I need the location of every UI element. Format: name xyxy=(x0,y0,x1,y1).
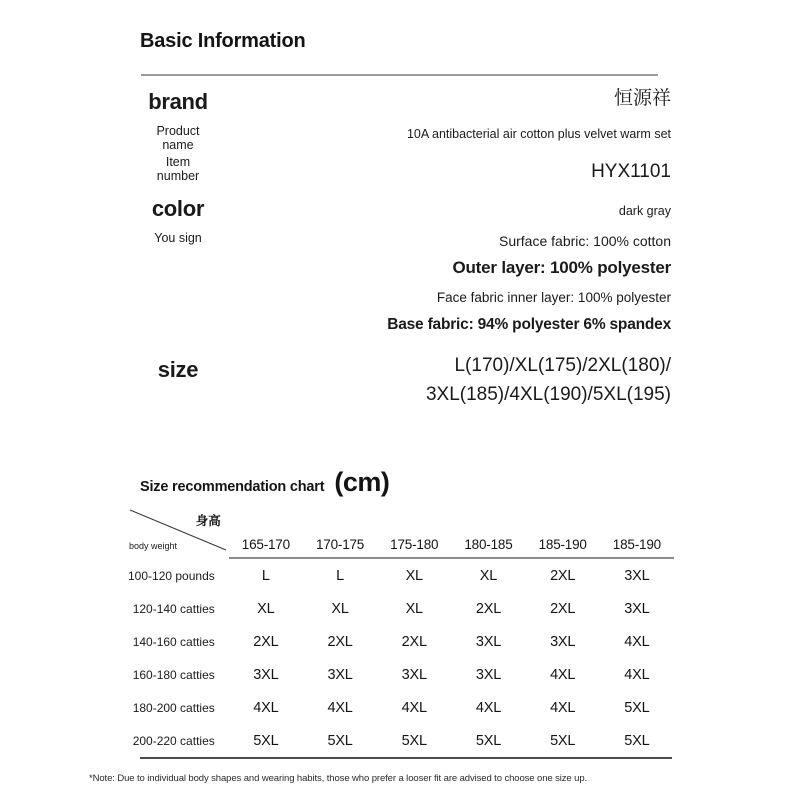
product-name-value: 10A antibacterial air cotton plus velvet warm set xyxy=(406,127,671,141)
table-cell: 4XL xyxy=(550,699,576,716)
table-cell: XL xyxy=(257,600,275,617)
fabric-outer-value: Outer layer: 100% polyester xyxy=(452,258,671,277)
table-bottom-divider xyxy=(140,757,672,759)
size-label: size xyxy=(157,357,199,382)
table-row xyxy=(128,592,674,625)
column-header: 170-175 xyxy=(315,537,365,552)
info-row-fabric-base xyxy=(128,314,673,350)
product-name-label-line1: Product xyxy=(156,124,200,138)
table-cell: 5XL xyxy=(327,732,353,749)
product-name-label-line2: name xyxy=(162,137,194,152)
table-cell: 2XL xyxy=(253,633,279,650)
color-value: dark gray xyxy=(618,204,671,218)
color-label: color xyxy=(151,196,205,221)
table-cell: XL xyxy=(405,600,423,617)
row-label: 120-140 catties xyxy=(132,601,215,616)
table-cell: 4XL xyxy=(624,633,650,650)
info-row-fabric-inner xyxy=(128,286,673,314)
table-row xyxy=(128,625,674,658)
table-cell: 2XL xyxy=(550,600,576,617)
brand-label: brand xyxy=(148,89,208,114)
table-cell: 3XL xyxy=(624,600,650,617)
column-header: 165-170 xyxy=(241,537,290,552)
table-cell: 4XL xyxy=(475,699,502,716)
table-cell: 5XL xyxy=(401,732,427,749)
table-cell: 4XL xyxy=(327,699,353,716)
size-value-line2: 3XL(185)/4XL(190)/5XL(195) xyxy=(425,383,671,405)
table-cell: 3XL xyxy=(550,633,576,650)
column-header: 180-185 xyxy=(464,537,513,552)
table-cell: XL xyxy=(479,567,498,584)
size-value-line1: L(170)/XL(175)/2XL(180)/ xyxy=(454,355,671,376)
info-row-product-name xyxy=(128,122,673,155)
table-cell: 5XL xyxy=(475,732,502,749)
table-cell: 3XL xyxy=(475,633,502,650)
table-cell: 4XL xyxy=(624,666,650,683)
table-cell: 2XL xyxy=(401,633,427,650)
info-row-color xyxy=(128,195,673,228)
row-label: 100-120 pounds xyxy=(128,568,215,583)
fabric-inner-value: Face fabric inner layer: 100% polyester xyxy=(436,290,671,305)
size-table-body xyxy=(128,559,674,757)
product-name-label xyxy=(128,122,228,152)
table-cell: 4XL xyxy=(253,699,279,716)
table-cell: 2XL xyxy=(327,633,353,650)
table-cell: 5XL xyxy=(253,732,279,749)
table-cell: XL xyxy=(405,567,423,584)
you-sign-label: You sign xyxy=(154,231,202,245)
info-row-item-number xyxy=(128,155,673,195)
table-cell: 4XL xyxy=(401,699,427,716)
table-corner-cell xyxy=(128,508,229,557)
table-cell: 3XL xyxy=(253,666,279,683)
row-label: 160-180 catties xyxy=(132,667,215,682)
item-number-label-line2: number xyxy=(156,168,200,183)
column-header: 185-190 xyxy=(612,537,661,552)
column-header: 185-190 xyxy=(538,537,587,552)
page-title: Basic Information xyxy=(140,30,306,52)
info-row-size xyxy=(128,350,673,410)
table-cell: 3XL xyxy=(624,567,650,584)
table-cell: XL xyxy=(331,600,349,617)
table-row xyxy=(128,691,674,724)
table-cell: L xyxy=(336,567,344,584)
row-label: 180-200 catties xyxy=(132,700,215,715)
size-chart-caption-text: Size recommendation chart xyxy=(140,479,325,495)
table-cell: 3XL xyxy=(401,666,427,683)
row-label: 140-160 catties xyxy=(132,634,215,649)
table-cell: L xyxy=(261,567,270,584)
info-row-fabric-surface xyxy=(128,228,673,256)
table-cell: 4XL xyxy=(550,666,576,683)
size-table-head xyxy=(128,508,674,559)
size-chart-unit: (cm) xyxy=(334,467,390,497)
fabric-surface-value: Surface fabric: 100% cotton xyxy=(499,233,671,249)
title-divider xyxy=(141,74,658,76)
table-row xyxy=(128,658,674,691)
table-cell: 2XL xyxy=(475,600,502,617)
weight-axis-label: body weight xyxy=(129,541,178,551)
info-row-fabric-outer xyxy=(128,256,673,286)
table-cell: 3XL xyxy=(327,666,353,683)
size-recommendation-table xyxy=(128,508,674,757)
size-chart-caption xyxy=(140,467,389,498)
fabric-base-value: Base fabric: 94% polyester 6% spandex xyxy=(387,316,671,333)
footnote: *Note: Due to individual body shapes and wearing habits, those who prefer a looser fit are advised to choose one size up. xyxy=(89,773,588,784)
item-number-label-line1: Item xyxy=(165,155,191,169)
table-row xyxy=(128,559,674,592)
table-cell: 5XL xyxy=(624,732,650,749)
height-axis-label: 身高 xyxy=(195,514,221,528)
size-table-header-row xyxy=(128,508,674,557)
item-number-value: HYX1101 xyxy=(591,161,671,182)
item-number-label xyxy=(128,155,228,183)
table-cell: 5XL xyxy=(550,732,576,749)
basic-information-list xyxy=(128,88,673,410)
table-row xyxy=(128,724,674,757)
table-cell: 5XL xyxy=(624,699,650,716)
table-cell: 3XL xyxy=(475,666,502,683)
column-header: 175-180 xyxy=(390,537,439,552)
brand-value: 恒源祥 xyxy=(613,88,671,109)
row-label: 200-220 catties xyxy=(132,733,215,748)
size-value xyxy=(228,350,673,409)
info-row-brand xyxy=(128,88,673,122)
table-cell: 2XL xyxy=(550,567,576,584)
